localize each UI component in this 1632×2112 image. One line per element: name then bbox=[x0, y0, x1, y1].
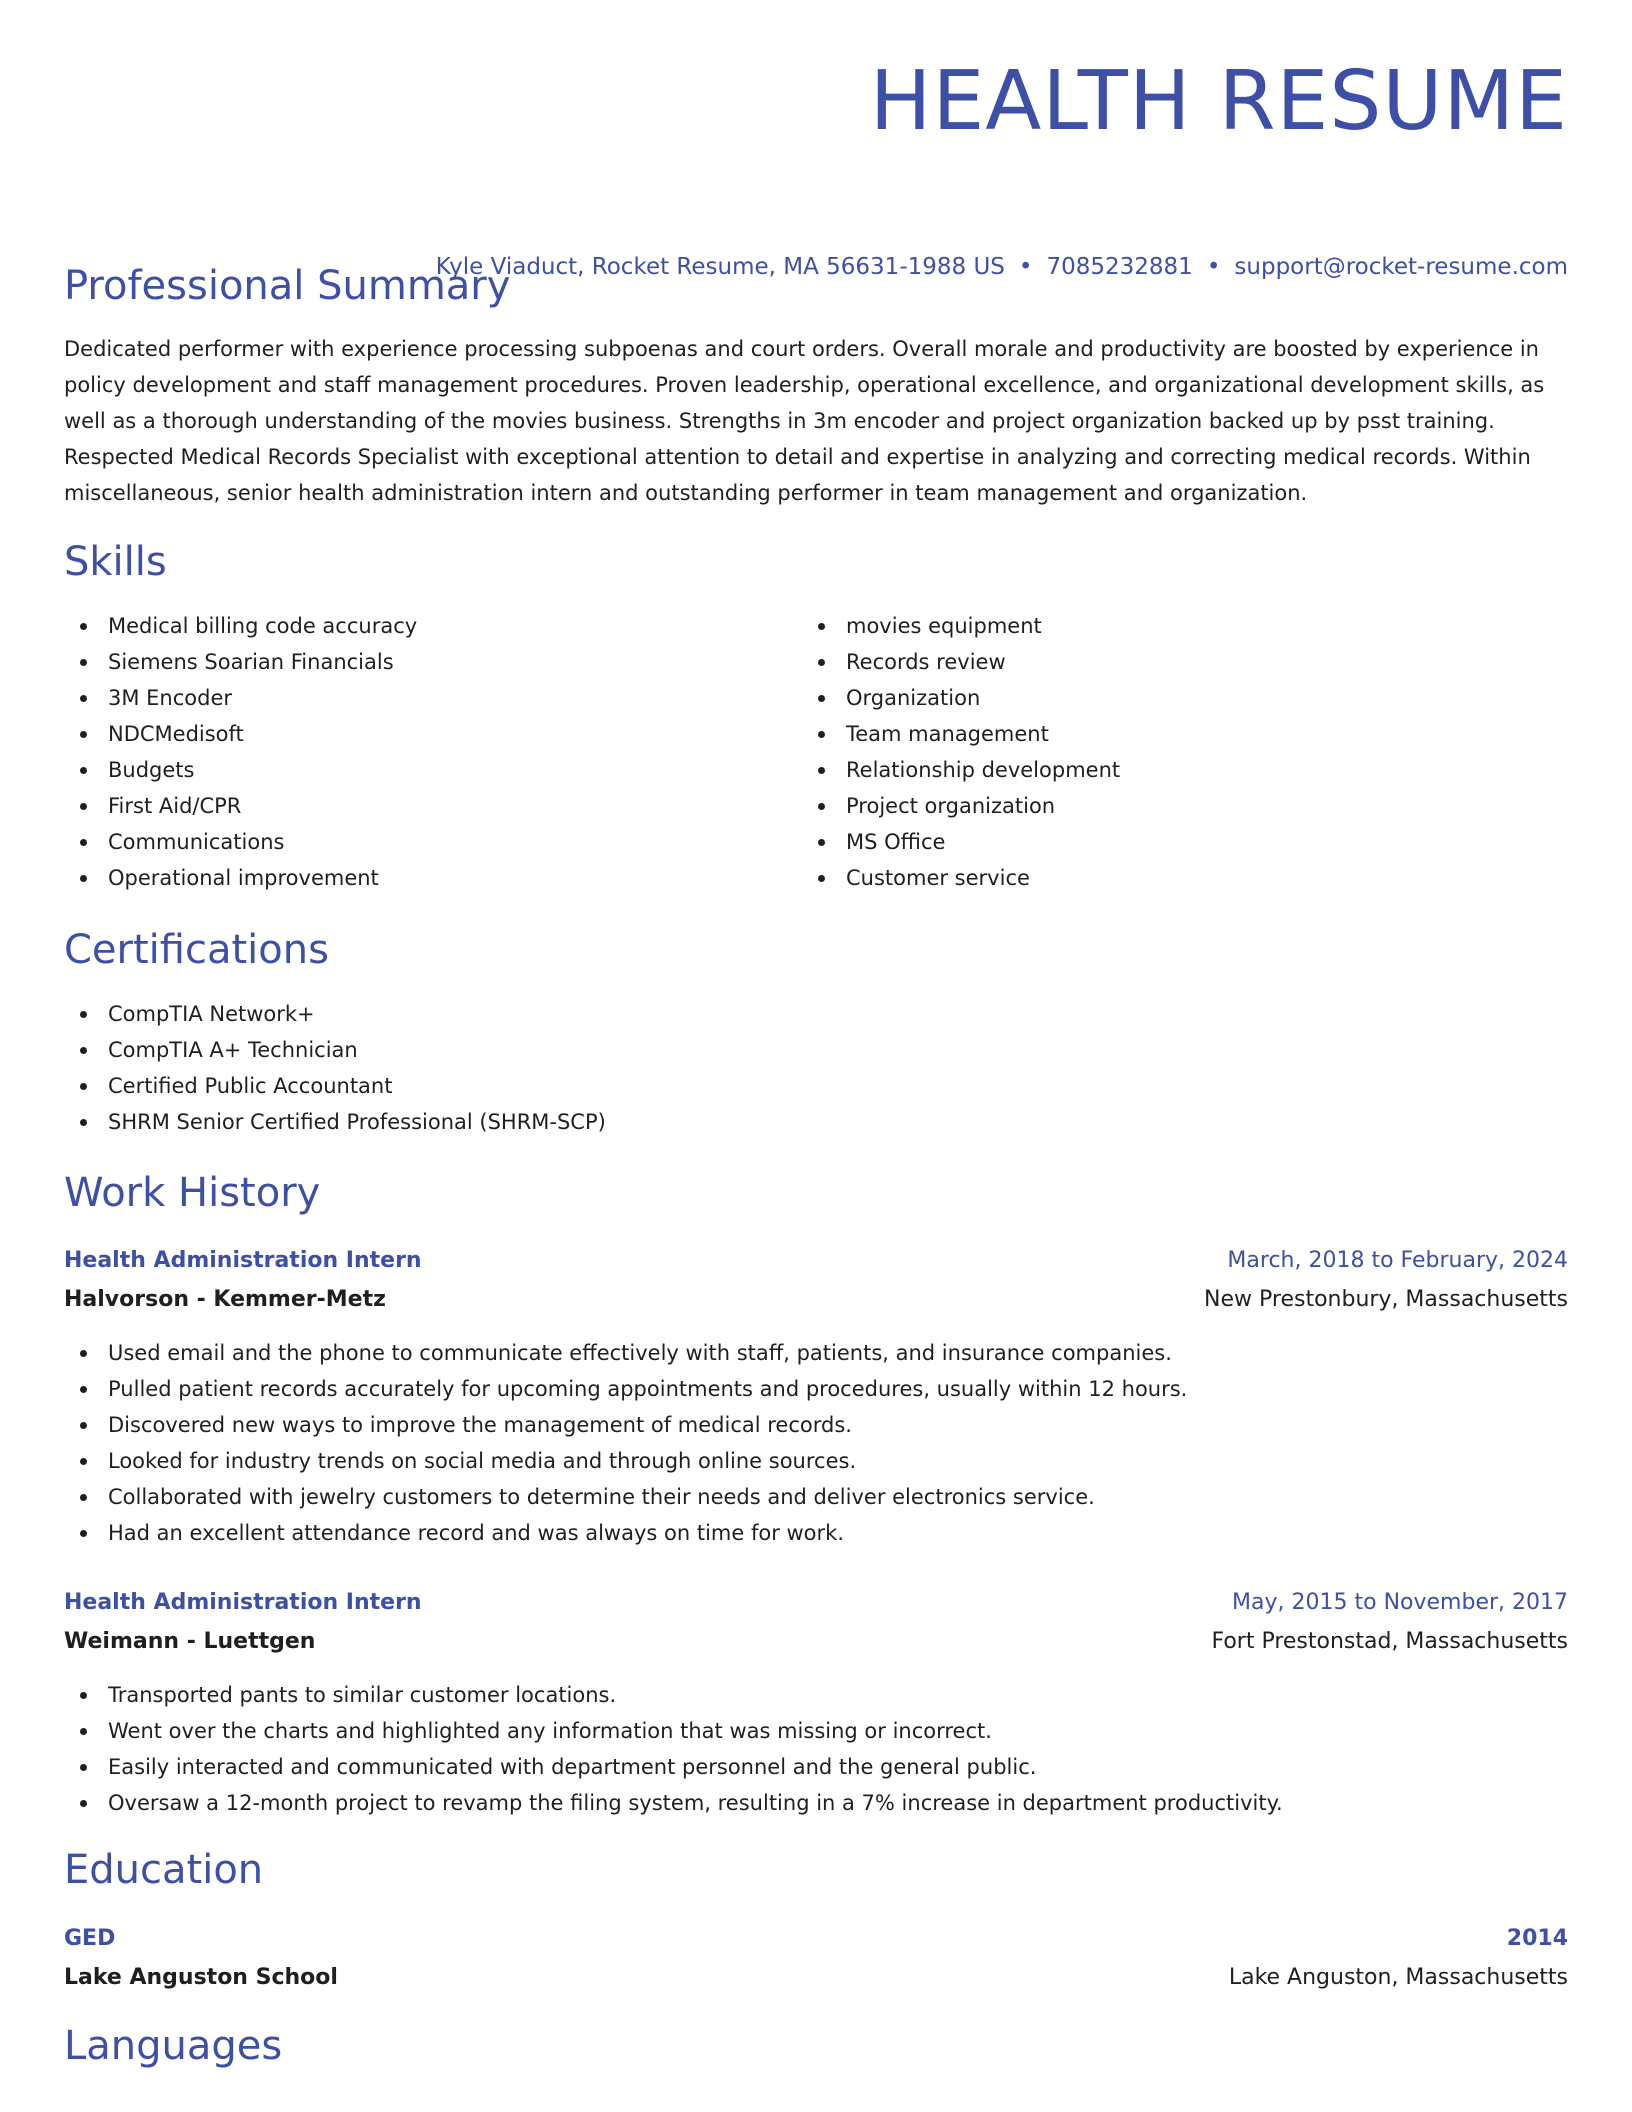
skill-item: MS Office bbox=[802, 824, 1120, 860]
job-bullets bbox=[64, 1677, 1283, 1821]
company-name: Halvorson - Kemmer-Metz bbox=[64, 1287, 386, 1312]
summary-text: Dedicated performer with experience processing subpoenas and court orders. Overall morale and productivity are boosted by experience in policy development and staff management procedures. Proven leadership, operational excellence, and organizational development skills, as well as a thorough understanding of the movies business. Strengths in 3m encoder and project organization backed up by psst training. Respected Medical Records Specialist with exceptional attention to detail and expertise in analyzing and correcting medical records. Within miscellaneous, senior health administration intern and outstanding performer in team management and organization. bbox=[64, 337, 1545, 505]
certification-item: CompTIA Network+ bbox=[64, 996, 606, 1032]
skill-item: movies equipment bbox=[802, 608, 1120, 644]
skill-item: First Aid/CPR bbox=[64, 788, 417, 824]
skill-item: Siemens Soarian Financials bbox=[64, 644, 417, 680]
skill-item: Project organization bbox=[802, 788, 1120, 824]
skill-item: Organization bbox=[802, 680, 1120, 716]
skill-item: 3M Encoder bbox=[64, 680, 417, 716]
separator-dot: • bbox=[1206, 254, 1221, 280]
job-bullet: Went over the charts and highlighted any information that was missing or incorrect. bbox=[64, 1713, 1283, 1749]
certifications-list bbox=[64, 996, 606, 1140]
job-bullet: Oversaw a 12-month project to revamp the filing system, resulting in a 7% increase in department productivity. bbox=[64, 1785, 1283, 1821]
skill-item: NDCMedisoft bbox=[64, 716, 417, 752]
summary-heading: Professional Summary bbox=[64, 263, 511, 309]
skill-item: Budgets bbox=[64, 752, 417, 788]
job-location: New Prestonbury, Massachusetts bbox=[1204, 1287, 1568, 1312]
skill-item: Customer service bbox=[802, 860, 1120, 896]
email-link[interactable]: support@rocket-resume.com bbox=[1234, 254, 1568, 280]
certifications-heading: Certifications bbox=[64, 927, 329, 973]
job-location: Fort Prestonstad, Massachusetts bbox=[1211, 1629, 1568, 1654]
skills-heading: Skills bbox=[64, 539, 167, 585]
skills-list-right bbox=[802, 608, 1120, 896]
school-location: Lake Anguston, Massachusetts bbox=[1228, 1965, 1568, 1990]
job-bullet: Had an excellent attendance record and was always on time for work. bbox=[64, 1515, 1187, 1551]
phone: 7085232881 bbox=[1046, 254, 1193, 280]
certification-item: SHRM Senior Certified Professional (SHRM-SCP) bbox=[64, 1104, 606, 1140]
job-bullet: Used email and the phone to communicate effectively with staff, patients, and insurance companies. bbox=[64, 1335, 1187, 1371]
skill-item: Team management bbox=[802, 716, 1120, 752]
certification-item: CompTIA A+ Technician bbox=[64, 1032, 606, 1068]
skill-item: Medical billing code accuracy bbox=[64, 608, 417, 644]
skill-item: Records review bbox=[802, 644, 1120, 680]
address: Kyle Viaduct, Rocket Resume, MA 56631-1988 US bbox=[435, 254, 1005, 280]
education-heading: Education bbox=[64, 1847, 264, 1893]
skill-item: Relationship development bbox=[802, 752, 1120, 788]
graduation-year: 2014 bbox=[1506, 1926, 1568, 1951]
job-bullet: Pulled patient records accurately for upcoming appointments and procedures, usually within 12 hours. bbox=[64, 1371, 1187, 1407]
job-company-row bbox=[64, 1287, 1568, 1312]
job-header-row bbox=[64, 1248, 1568, 1273]
languages-heading: Languages bbox=[64, 2023, 283, 2069]
skills-list-left bbox=[64, 608, 417, 896]
contact-line bbox=[436, 252, 1568, 282]
job-title: Health Administration Intern bbox=[64, 1590, 422, 1615]
job-bullet: Looked for industry trends on social media and through online sources. bbox=[64, 1443, 1187, 1479]
job-bullet: Discovered new ways to improve the management of medical records. bbox=[64, 1407, 1187, 1443]
certification-item: Certified Public Accountant bbox=[64, 1068, 606, 1104]
skill-item: Communications bbox=[64, 824, 417, 860]
company-name: Weimann - Luettgen bbox=[64, 1629, 316, 1654]
job-title: Health Administration Intern bbox=[64, 1248, 422, 1273]
job-bullet: Easily interacted and communicated with department personnel and the general public. bbox=[64, 1749, 1283, 1785]
separator-dot: • bbox=[1018, 254, 1033, 280]
resume-header bbox=[64, 0, 1568, 152]
work-history-heading: Work History bbox=[64, 1170, 321, 1216]
degree: GED bbox=[64, 1926, 116, 1951]
school-name: Lake Anguston School bbox=[64, 1965, 338, 1990]
resume-name: HEALTH RESUME bbox=[869, 54, 1568, 149]
job-dates: May, 2015 to November, 2017 bbox=[1232, 1590, 1568, 1615]
job-bullet: Collaborated with jewelry customers to determine their needs and deliver electronics service. bbox=[64, 1479, 1187, 1515]
education-header-row bbox=[64, 1926, 1568, 1951]
job-bullet: Transported pants to similar customer locations. bbox=[64, 1677, 1283, 1713]
job-company-row bbox=[64, 1629, 1568, 1654]
job-bullets bbox=[64, 1335, 1187, 1551]
job-dates: March, 2018 to February, 2024 bbox=[1227, 1248, 1568, 1273]
skill-item: Operational improvement bbox=[64, 860, 417, 896]
education-school-row bbox=[64, 1965, 1568, 1990]
job-header-row bbox=[64, 1590, 1568, 1615]
